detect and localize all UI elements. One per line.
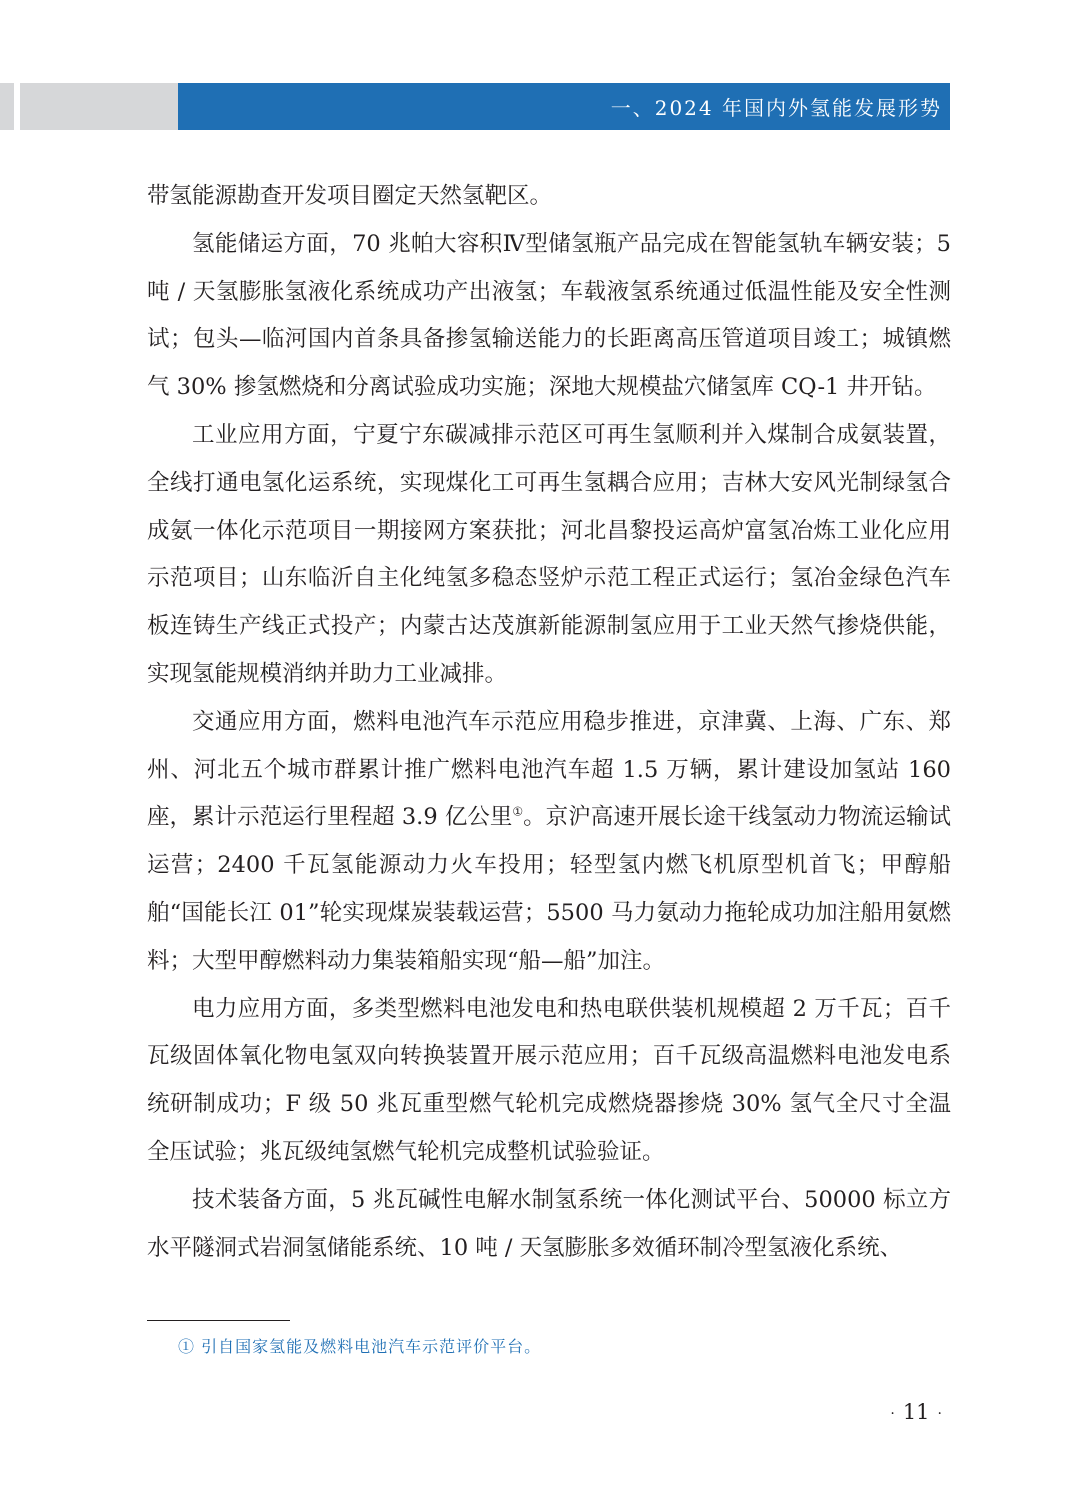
footnote: ① 引自国家氢能及燃料电池汽车示范评价平台。 [178,1337,542,1356]
page-number-right-dot: · [937,1405,942,1422]
paragraph-power-application: 电力应用方面，多类型燃料电池发电和热电联供装机规模超 2 万千瓦；百千瓦级固体氧化物电氢双向转换装置开展示范应用；百千瓦级高温燃料电池发电系统研制成功；F 级 50 兆瓦重型燃气轮机完成燃烧器掺烧 30% 氢气全尺寸全温全压试验；兆瓦级纯氢燃气轮机完成整机试验验证。 [147,995,951,1165]
paragraph-technical-equipment: 技术装备方面，5 兆瓦碱性电解水制氢系统一体化测试平台、50000 标立方水平隧洞式岩洞氢储能系统、10 吨 / 天氢膨胀多效循环制冷型氢液化系统、 [147,1186,951,1261]
paragraph-transport-application [147,699,951,986]
paragraph-industrial-application: 工业应用方面，宁夏宁东碳减排示范区可再生氢顺利并入煤制合成氨装置，全线打通电氢化运系统，实现煤化工可再生氢耦合应用；吉林大安风光制绿氢合成氨一体化示范项目一期接网方案获批；河北昌黎投运高炉富氢冶炼工业化应用示范项目；山东临沂自主化纯氢多稳态竖炉示范工程正式运行；氢冶金绿色汽车板连铸生产线正式投产；内蒙古达茂旗新能源制氢应用于工业天然气掺烧供能，实现氢能规模消纳并助力工业减排。 [147,421,951,687]
section-title: 一、2024 年国内外氢能发展形势 [610,96,942,120]
paragraph-transport-part-b: 。京沪高速开展长途干线氢动力物流运输试运营；2400 千瓦氢能源动力火车投用；轻型氢内燃飞机原型机首飞；甲醇船舶“国能长江 01”轮实现煤炭装载运营；5500 马力氨动力拖轮成功加注船用氨燃料；大型甲醇燃料动力集装箱船实现“船—船”加注。 [147,804,951,974]
paragraph-continuation: 带氢能源勘查开发项目圈定天然氢靶区。 [147,183,553,209]
body-text [147,173,951,1272]
footnote-reference-mark[interactable]: ① [512,804,524,819]
header-left-gray-block [0,83,14,130]
page-number [882,1400,950,1424]
paragraph-transport-part-a: 交通应用方面，燃料电池汽车示范应用稳步推进，京津冀、上海、广东、郑州、河北五个城市群累计推广燃料电池汽车超 1.5 万辆，累计建设加氢站 160 座，累计示范运行里程超 3.9 亿公里 [147,708,951,831]
paragraph-storage-transport: 氢能储运方面，70 兆帕大容积Ⅳ型储氢瓶产品完成在智能氢轨车辆安装；5 吨 / 天氢膨胀氢液化系统成功产出液氢；车载液氢系统通过低温性能及安全性测试；包头—临河国内首条具备掺氢输送能力的长距离高压管道项目竣工；城镇燃气 30% 掺氢燃烧和分离试验成功实施；深地大规模盐穴储氢库 CQ-1 井开钻。 [147,230,951,401]
page-number-left-dot: · [890,1405,895,1422]
page-number-value: 11 [902,1400,930,1424]
footnote-divider [147,1320,290,1321]
header-gray-bar [20,83,178,130]
